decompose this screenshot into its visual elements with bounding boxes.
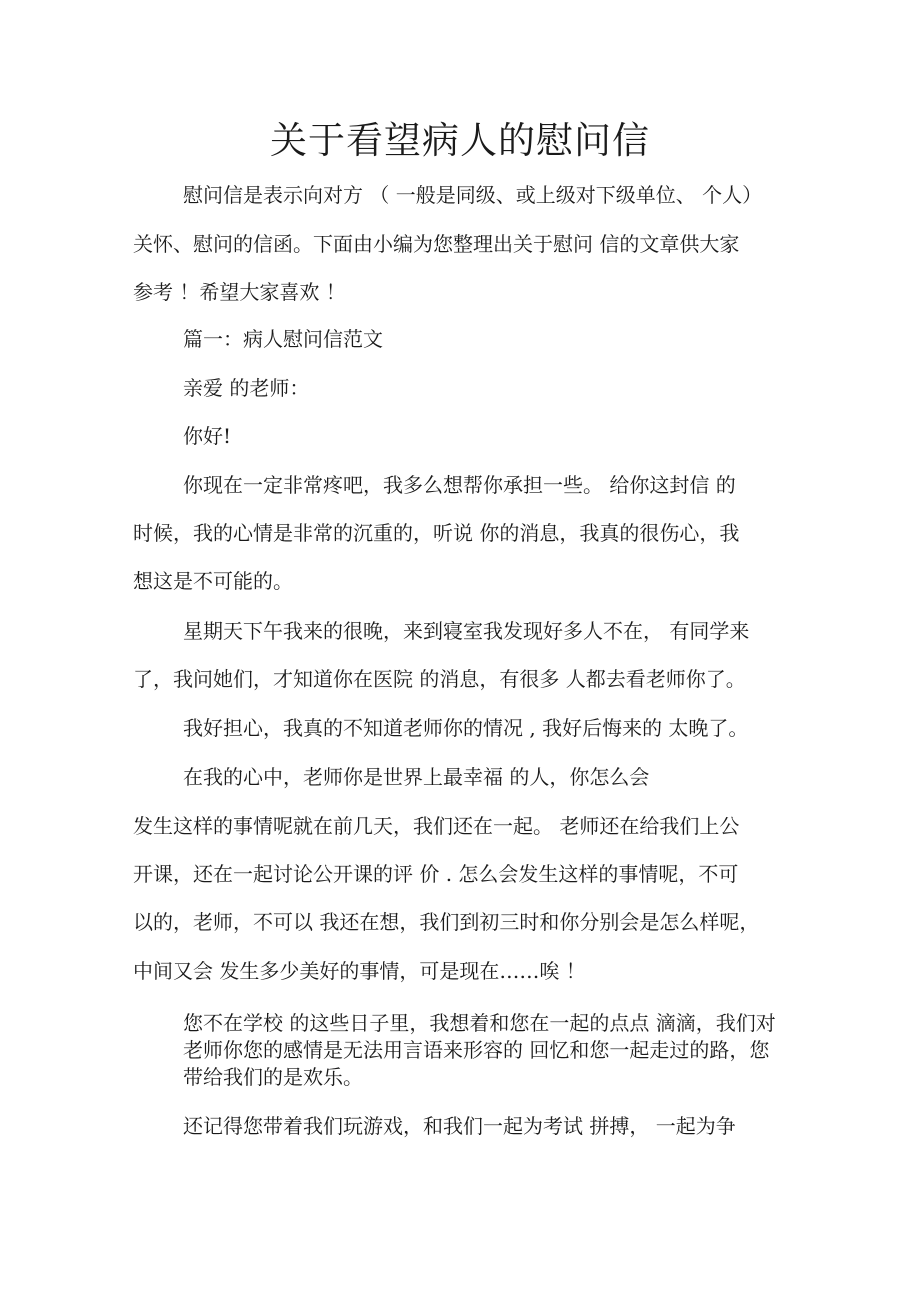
salutation: 亲爱 的老师： [183, 376, 310, 400]
text-line: 开课，还在一起讨论公开课的评 价 . 怎么会发生这样的事情呢，不可 [133, 862, 739, 886]
text-line: 时候，我的心情是非常的沉重的，听说 你的消息，我真的很伤心，我 [133, 521, 740, 545]
text-line: 发生这样的事情呢就在前几天，我们还在一起。 老师还在给我们上公 [133, 814, 740, 838]
text-line: 中间又会 发生多少美好的事情，可是现在……唉 ！ [133, 959, 586, 983]
text-line: 我好担心，我真的不知道老师你的情况 , 我好后悔来的 太晚了。 [183, 716, 749, 740]
text-line: 慰问信是表示向对方 （ 一般是同级、或上级对下级单位、 个人） [183, 183, 763, 207]
text-line: 在我的心中，老师你是世界上最幸福 的人，你怎么会 [183, 765, 650, 789]
text-line: 了，我问她们，才知道你在医院 的消息，有很多 人都去看老师你了。 [133, 667, 746, 691]
text-line: 想这是不可能的。 [133, 569, 293, 593]
text-line: 以的，老师，不可以 我还在想，我们到初三时和你分别会是怎么样呢， [133, 910, 760, 934]
text-line: 星期天下午我来的很晚，来到寝室我发现好多人不在， 有同学来 [183, 619, 750, 643]
text-line: 关怀、慰问的信函。下面由小编为您整理出关于慰问 信的文章供大家 [133, 232, 740, 256]
text-line: 参考 ！希望大家喜欢 ！ [133, 280, 346, 304]
greeting: 你好! [183, 424, 232, 448]
document-title: 关于看望病人的慰问信 [270, 119, 650, 162]
text-line: 还记得您带着我们玩游戏，和我们一起为考试 拼搏， 一起为争 [183, 1114, 736, 1138]
text-line: 你现在一定非常疼吧，我多么想帮你承担一些。 给你这封信 的 [183, 473, 736, 497]
compact-paragraph: 您不在学校 的这些日子里，我想着和您在一起的点点 滴滴，我们对老师你您的感情是无法用言语来形容的 回忆和您一起走过的路，您带给我们的是欢乐。 [183, 1011, 776, 1089]
section-heading: 篇一：病人慰问信范文 [183, 327, 383, 351]
